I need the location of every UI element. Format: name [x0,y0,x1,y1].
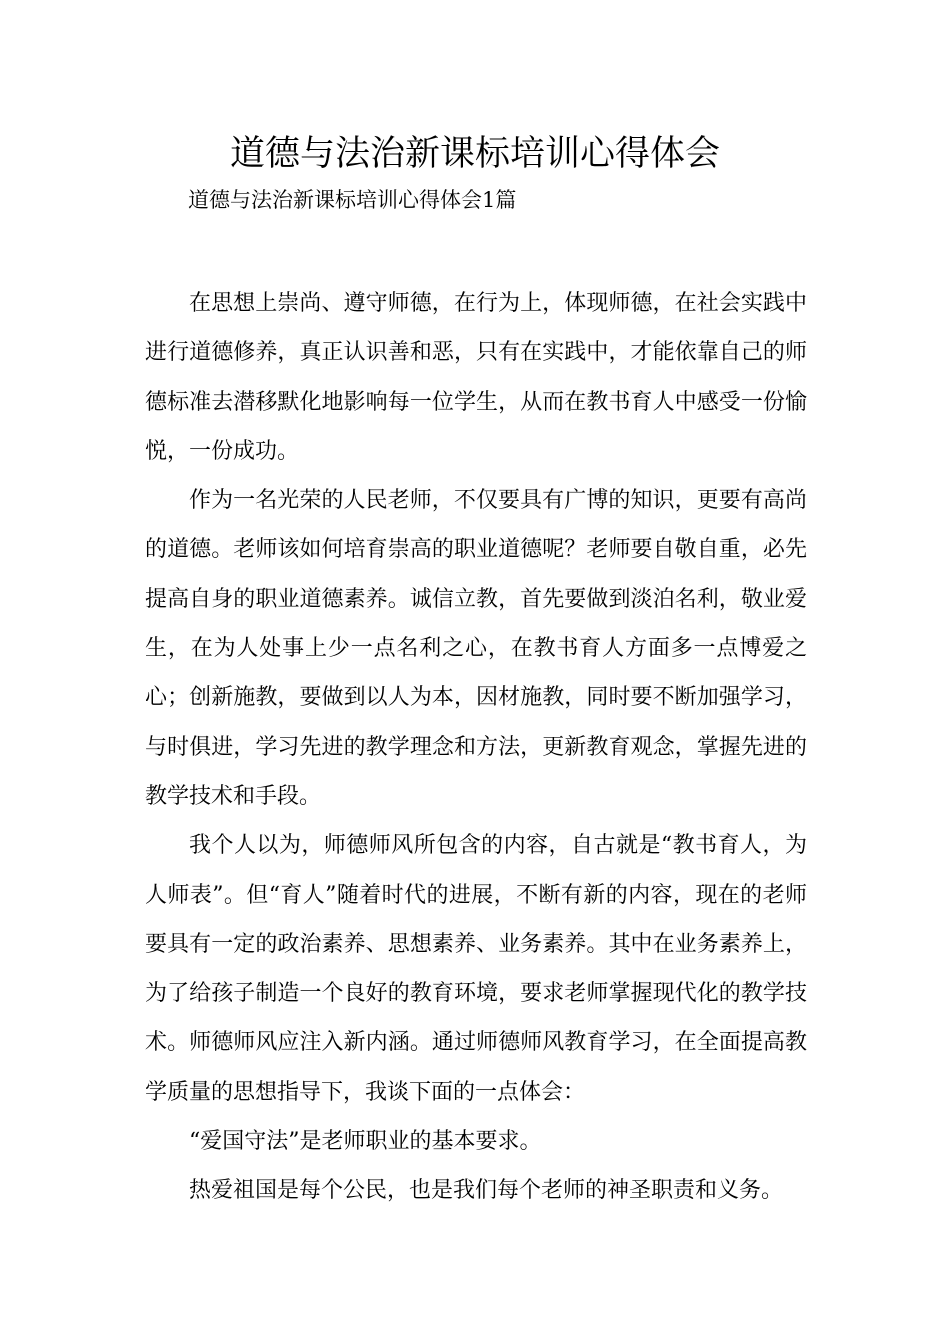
paragraph: 我个人以为，师德师风所包含的内容，自古就是“教书育人，为人师表”。但“育人”随着时代的进展，不断有新的内容，现在的老师要具有一定的政治素养、思想素养、业务素养。其中在业务素养上，为了给孩子制造一个良好的教育环境，要求老师掌握现代化的教学技术。师德师风应注入新内涵。通过师德师风教育学习，在全面提高教学质量的思想指导下，我谈下面的一点体会： [145,833,807,1105]
paragraph: 作为一名光荣的人民老师，不仅要具有广博的知识，更要有高尚的道德。老师该如何培育崇高的职业道德呢？老师要自敬自重，必先提高自身的职业道德素养。诚信立教，首先要做到淡泊名利，敬业爱生，在为人处事上少一点名利之心，在教书育人方面多一点博爱之心；创新施教，要做到以人为本，因材施教，同时要不断加强学习，与时俱进，学习先进的教学理念和方法，更新教育观念，掌握先进的教学技术和手段。 [145,488,807,809]
document-body [145,279,807,1216]
document-subtitle: 道德与法治新课标培训心得体会1篇 [188,188,517,212]
paragraph: 热爱祖国是每个公民，也是我们每个老师的神圣职责和义务。 [189,1178,784,1204]
paragraph: “爱国守法”是老师职业的基本要求。 [189,1129,542,1155]
document-title: 道德与法治新课标培训心得体会 [229,134,720,174]
paragraph: 在思想上崇尚、遵守师德，在行为上，体现师德，在社会实践中进行道德修养，真正认识善和恶，只有在实践中，才能依靠自己的师德标准去潜移默化地影响每一位学生，从而在教书育人中感受一份愉悦，一份成功。 [145,291,807,464]
